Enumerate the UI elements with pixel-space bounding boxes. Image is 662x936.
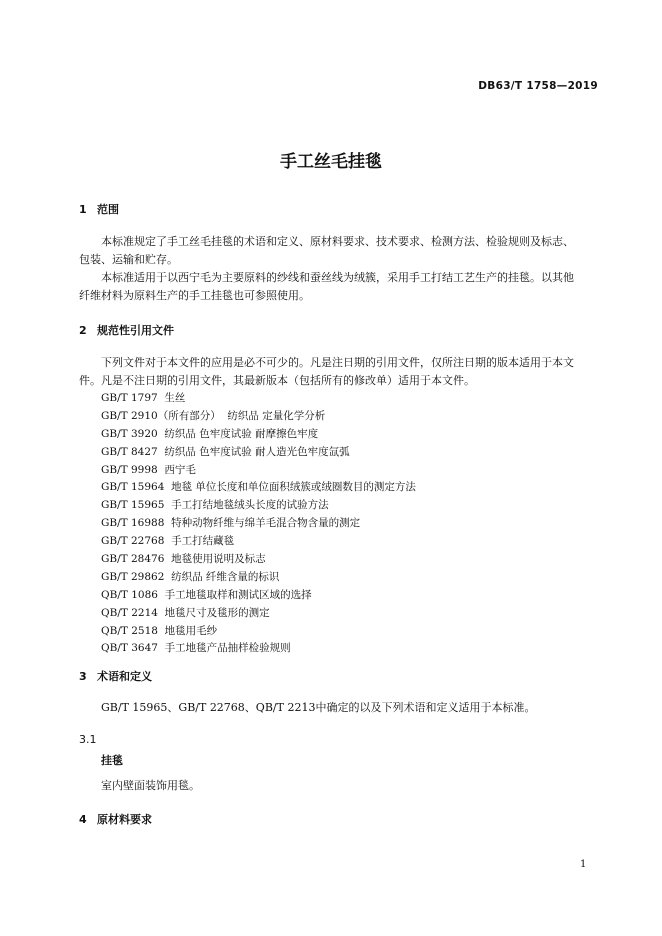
text-line: 件。凡是不注日期的引用文件，其最新版本（包括所有的修改单）适用于本文件。 (79, 374, 475, 387)
reference-item (101, 479, 416, 497)
reference-name: 地毯 单位长度和单位面积绒簇或绒圈数目的测定方法 (171, 481, 416, 494)
reference-code: GB/T 1797 (101, 392, 158, 404)
text-line: 本标准适用于以西宁毛为主要原料的纱线和蚕丝线为绒簇，采用手工打结工艺生产的挂毯。以其他 (101, 271, 574, 284)
section-number: 4 (79, 813, 87, 826)
reference-item (101, 408, 416, 426)
reference-name: 西宁毛 (164, 463, 196, 476)
reference-item (101, 640, 416, 658)
reference-code: GB/T 2910（所有部分） (101, 409, 221, 422)
text-line: 包装、运输和贮存。 (79, 253, 178, 266)
reference-item (101, 426, 416, 444)
reference-code: GB/T 15964 (101, 481, 165, 494)
reference-item (101, 623, 416, 641)
section-title: 术语和定义 (97, 670, 152, 683)
reference-item (101, 605, 416, 623)
reference-name: 纺织品 色牢度试验 耐人造光色牢度氙弧 (164, 445, 350, 458)
reference-item (101, 462, 416, 480)
section-number: 2 (79, 324, 87, 337)
section-number: 3 (79, 670, 87, 683)
scope-paragraph (79, 233, 601, 305)
terms-intro-paragraph (79, 699, 601, 717)
section-number: 1 (79, 203, 87, 216)
reference-name: 生丝 (164, 392, 186, 404)
reference-code: QB/T 1086 (101, 588, 158, 601)
reference-code: GB/T 22768 (101, 535, 165, 548)
reference-item (101, 444, 416, 462)
section-heading-terms (79, 668, 152, 684)
text-line: 纤维材料为原料生产的手工挂毯也可参照使用。 (79, 289, 310, 302)
text-line: 下列文件对于本文件的应用是必不可少的。凡是注日期的引用文件，仅所注日期的版本适用于本文 (101, 356, 574, 369)
reference-name: 手工打结藏毯 (171, 535, 235, 548)
term-name: 挂毯 (101, 754, 123, 767)
reference-item (101, 551, 416, 569)
reference-name: 纺织品 纤维含量的标识 (171, 570, 280, 583)
reference-code: GB/T 28476 (101, 553, 165, 566)
references-intro-paragraph (79, 354, 601, 390)
reference-name: 纺织品 色牢度试验 耐摩擦色牢度 (164, 427, 319, 440)
section-title: 原材料要求 (97, 813, 152, 826)
reference-item (101, 515, 416, 533)
section-title: 规范性引用文件 (97, 324, 174, 337)
section-heading-normative-references (79, 322, 174, 338)
subclause-number: 3.1 (79, 733, 97, 746)
document-title: 手工丝毛挂毯 (280, 152, 382, 172)
reference-code: GB/T 8427 (101, 445, 158, 458)
reference-name: 手工地毯产品抽样检验规则 (164, 642, 291, 655)
reference-name: 地毯使用说明及标志 (171, 553, 266, 566)
section-heading-raw-materials (79, 811, 152, 827)
reference-code: GB/T 9998 (101, 463, 158, 476)
reference-code: QB/T 3647 (101, 642, 158, 655)
reference-code: GB/T 15965 (101, 499, 165, 512)
reference-name: 地毯尺寸及毯形的测定 (164, 606, 270, 619)
reference-item (101, 390, 416, 408)
reference-item (101, 497, 416, 515)
page-number: 1 (580, 859, 587, 870)
reference-item (101, 533, 416, 551)
term-definition: 室内壁面装饰用毯。 (101, 779, 200, 792)
reference-name: 特种动物纤维与绵羊毛混合物含量的测定 (171, 517, 361, 530)
section-heading-scope (79, 201, 119, 217)
reference-name: 手工地毯取样和测试区域的选择 (164, 588, 312, 601)
reference-code: GB/T 3920 (101, 427, 158, 440)
reference-item (101, 569, 416, 587)
reference-name: 地毯用毛纱 (164, 624, 218, 637)
document-code: DB63/T 1758—2019 (478, 80, 598, 92)
reference-code: GB/T 16988 (101, 517, 165, 530)
reference-item (101, 587, 416, 605)
text-line: GB/T 15965、GB/T 22768、QB/T 2213中确定的以及下列术语和定义适用于本标准。 (101, 701, 536, 714)
reference-list (101, 390, 416, 658)
reference-code: QB/T 2214 (101, 606, 158, 619)
section-title: 范围 (97, 203, 119, 216)
text-line: 本标准规定了手工丝毛挂毯的术语和定义、原材料要求、技术要求、检测方法、检验规则及标志、 (101, 235, 574, 248)
reference-name: 手工打结地毯绒头长度的试验方法 (171, 499, 329, 512)
reference-code: QB/T 2518 (101, 624, 158, 637)
reference-name: 纺织品 定量化学分析 (227, 409, 326, 422)
reference-code: GB/T 29862 (101, 570, 165, 583)
